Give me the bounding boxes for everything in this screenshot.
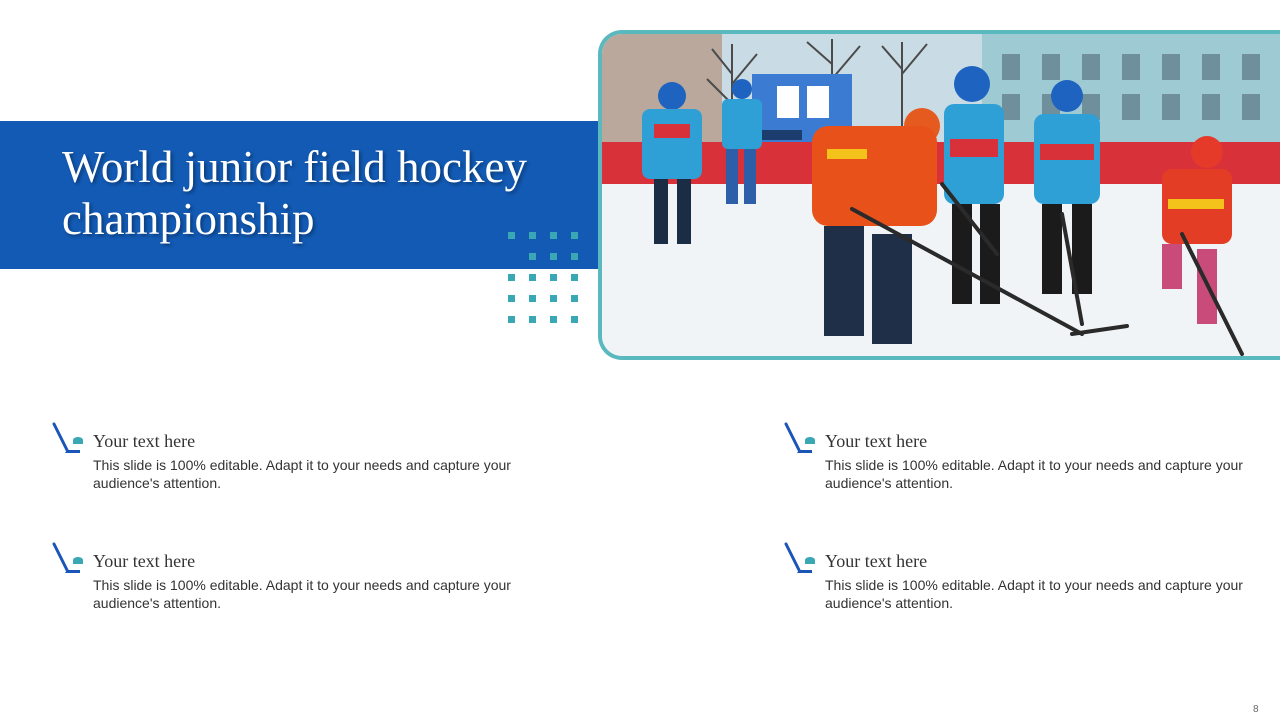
page-number: 8 — [1253, 704, 1259, 715]
hockey-stick-puck-icon — [52, 542, 86, 576]
hockey-stick-puck-icon — [784, 422, 818, 456]
item-heading[interactable]: Your text here — [93, 431, 196, 451]
item-body[interactable]: This slide is 100% editable. Adapt it to your needs and capture your audience's attention. — [93, 457, 511, 491]
hockey-stick-puck-icon — [784, 542, 818, 576]
item-heading[interactable]: Your text here — [93, 551, 196, 571]
item-body[interactable]: This slide is 100% editable. Adapt it to your needs and capture your audience's attention. — [825, 457, 1243, 491]
item-body[interactable]: This slide is 100% editable. Adapt it to your needs and capture your audience's attention. — [825, 577, 1243, 611]
hockey-photo[interactable] — [598, 30, 1280, 360]
item-heading[interactable]: Your text here — [825, 431, 928, 451]
slide-title[interactable]: World junior field hockey championship — [62, 142, 528, 244]
hockey-photo-illustration — [602, 34, 1280, 360]
item-body[interactable]: This slide is 100% editable. Adapt it to your needs and capture your audience's attention. — [93, 577, 511, 611]
decorative-dot-grid — [508, 232, 580, 328]
item-heading[interactable]: Your text here — [825, 551, 928, 571]
hockey-stick-puck-icon — [52, 422, 86, 456]
